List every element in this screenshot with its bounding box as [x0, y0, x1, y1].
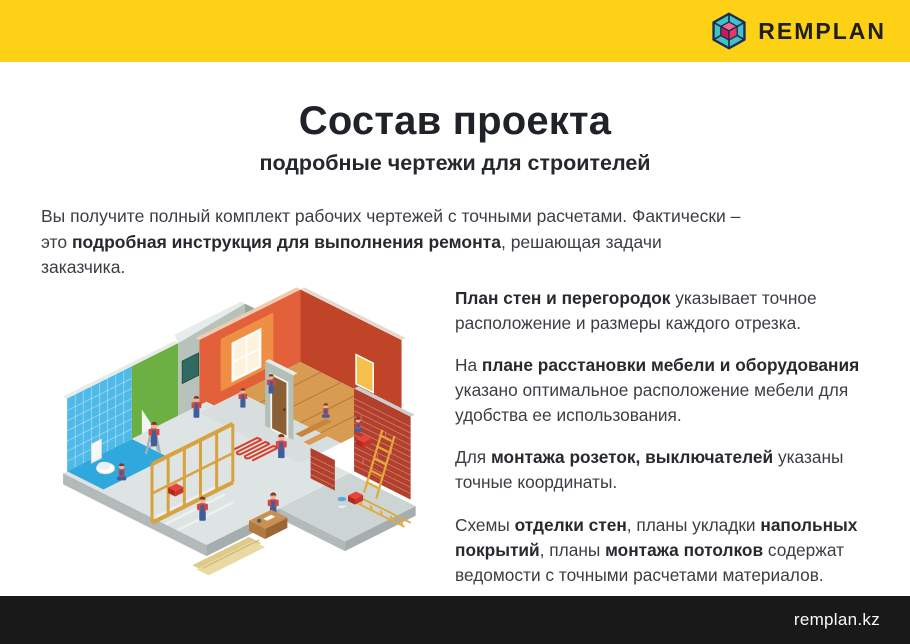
page-subtitle: подробные чертежи для строителей: [259, 151, 651, 175]
logo[interactable]: [709, 0, 886, 62]
feature-item-sockets: Для монтажа розеток, выключателей указаны точные координаты.: [455, 447, 844, 493]
apartment-renovation-illustration: [55, 282, 447, 602]
feature-item-finishing: Схемы отделки стен, планы укладки напольных покрытий, планы монтажа потолков содержат ведомости с точными расчетами материалов.: [455, 514, 858, 585]
intro-paragraph: Вы получите полный комплект рабочих чертежей с точными расчетами. Фактически – это подробная инструкция для выполнения ремонта, решающая задачи заказчика.: [41, 206, 741, 278]
site-url[interactable]: remplan.kz: [793, 610, 880, 629]
footer-bar: [0, 596, 910, 644]
partition-door-group: [265, 359, 297, 440]
header-bar: [0, 0, 910, 62]
page-title: Состав проекта: [298, 99, 612, 143]
feature-list: [455, 286, 889, 605]
logo-text: REMPLAN: [758, 17, 886, 44]
feature-item-furniture-plan: На плане расстановки мебели и оборудования указано оптимальное расположение мебели для удобства ее использования.: [455, 355, 860, 426]
feature-item-walls-plan: План стен и перегородок указывает точное расположение и размеры каждого отрезка.: [455, 288, 817, 334]
remplan-cube-icon: [709, 11, 749, 51]
